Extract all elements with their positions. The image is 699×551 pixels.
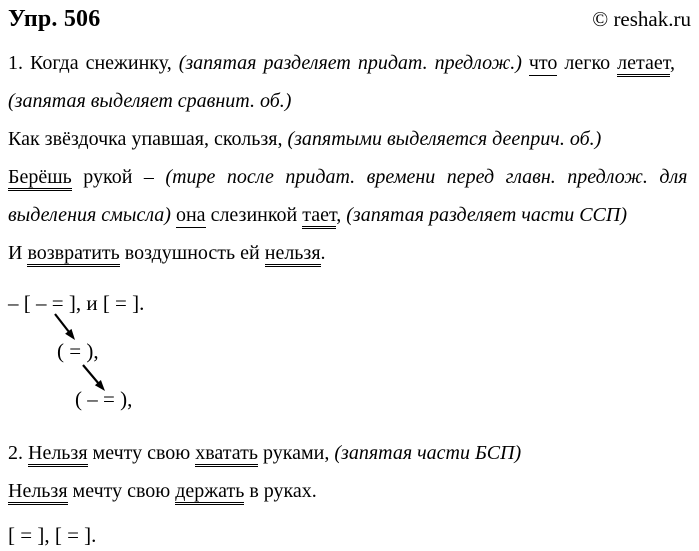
text-segment: 2.: [8, 442, 28, 464]
underlined-word: Нельзя: [8, 480, 68, 505]
grammar-note: выделения смысла): [8, 204, 171, 226]
text-line: [8, 234, 691, 272]
grammar-note: (запятая выделяет сравнит. об.): [8, 90, 292, 112]
sentence-analysis-part1: [8, 44, 691, 272]
underlined-word: держать: [175, 480, 244, 505]
text-segment: 1. Когда снежинку,: [8, 52, 179, 74]
underlined-word: возвратить: [27, 242, 119, 267]
grammar-note: (запятыми выделяется дееприч. об.): [287, 128, 602, 150]
underlined-word: нельзя: [265, 242, 321, 267]
sentence-schema-2: [ = ], [ = ].: [8, 523, 97, 547]
text-segment: ,: [336, 204, 347, 226]
underlined-word: хватать: [195, 442, 258, 467]
text-segment: .: [320, 242, 326, 264]
grammar-note: (тире после придат. времени перед главн. предлож. для: [165, 166, 688, 188]
schema1-subclause-1: ( = ),: [57, 339, 99, 363]
text-line: [8, 196, 691, 234]
text-line: [8, 82, 691, 120]
sentence-analysis-part2: [8, 434, 691, 510]
text-segment: мечту свою: [87, 442, 196, 464]
underlined-word: что: [528, 52, 558, 74]
text-segment: И: [8, 242, 28, 264]
dependency-arrow-1: [55, 314, 75, 340]
schema1-main-line: – [ – = ], и [ = ].: [8, 291, 145, 315]
sentence-schema-1: [8, 288, 691, 418]
text-segment: мечту свою: [67, 480, 176, 502]
underlined-word: летает: [617, 52, 670, 77]
text-line: [8, 158, 691, 196]
text-segment: ,: [670, 52, 676, 74]
text-segment: слезинкой: [205, 204, 303, 226]
text-line: [8, 472, 691, 510]
page-header: [8, 6, 691, 36]
schema1-subclause-2: ( – = ),: [75, 387, 133, 411]
text-segment: воздушность ей: [119, 242, 265, 264]
grammar-note: (запятая разделяет придат. предлож.): [178, 52, 522, 74]
copyright-label: © reshak.ru: [592, 7, 691, 31]
text-line: [8, 44, 691, 82]
exercise-number: Упр. 506: [8, 6, 101, 32]
text-segment: легко: [557, 52, 618, 74]
grammar-note: (запятая разделяет части ССП): [346, 204, 627, 226]
underlined-word: она: [175, 204, 206, 226]
text-line: [8, 120, 691, 158]
grammar-note: (запятая части БСП): [334, 442, 522, 464]
text-segment: в руках.: [244, 480, 317, 502]
underlined-word: Берёшь: [8, 166, 72, 191]
text-segment: Как звёздочка упавшая, скользя,: [8, 128, 288, 150]
underlined-word: тает: [302, 204, 336, 229]
underlined-word: Нельзя: [28, 442, 88, 467]
text-segment: [522, 52, 529, 74]
text-segment: руками,: [257, 442, 335, 464]
text-line: [8, 434, 691, 472]
dependency-arrows: [8, 288, 168, 418]
text-segment: рукой –: [71, 166, 166, 188]
dependency-arrow-2: [83, 365, 105, 391]
